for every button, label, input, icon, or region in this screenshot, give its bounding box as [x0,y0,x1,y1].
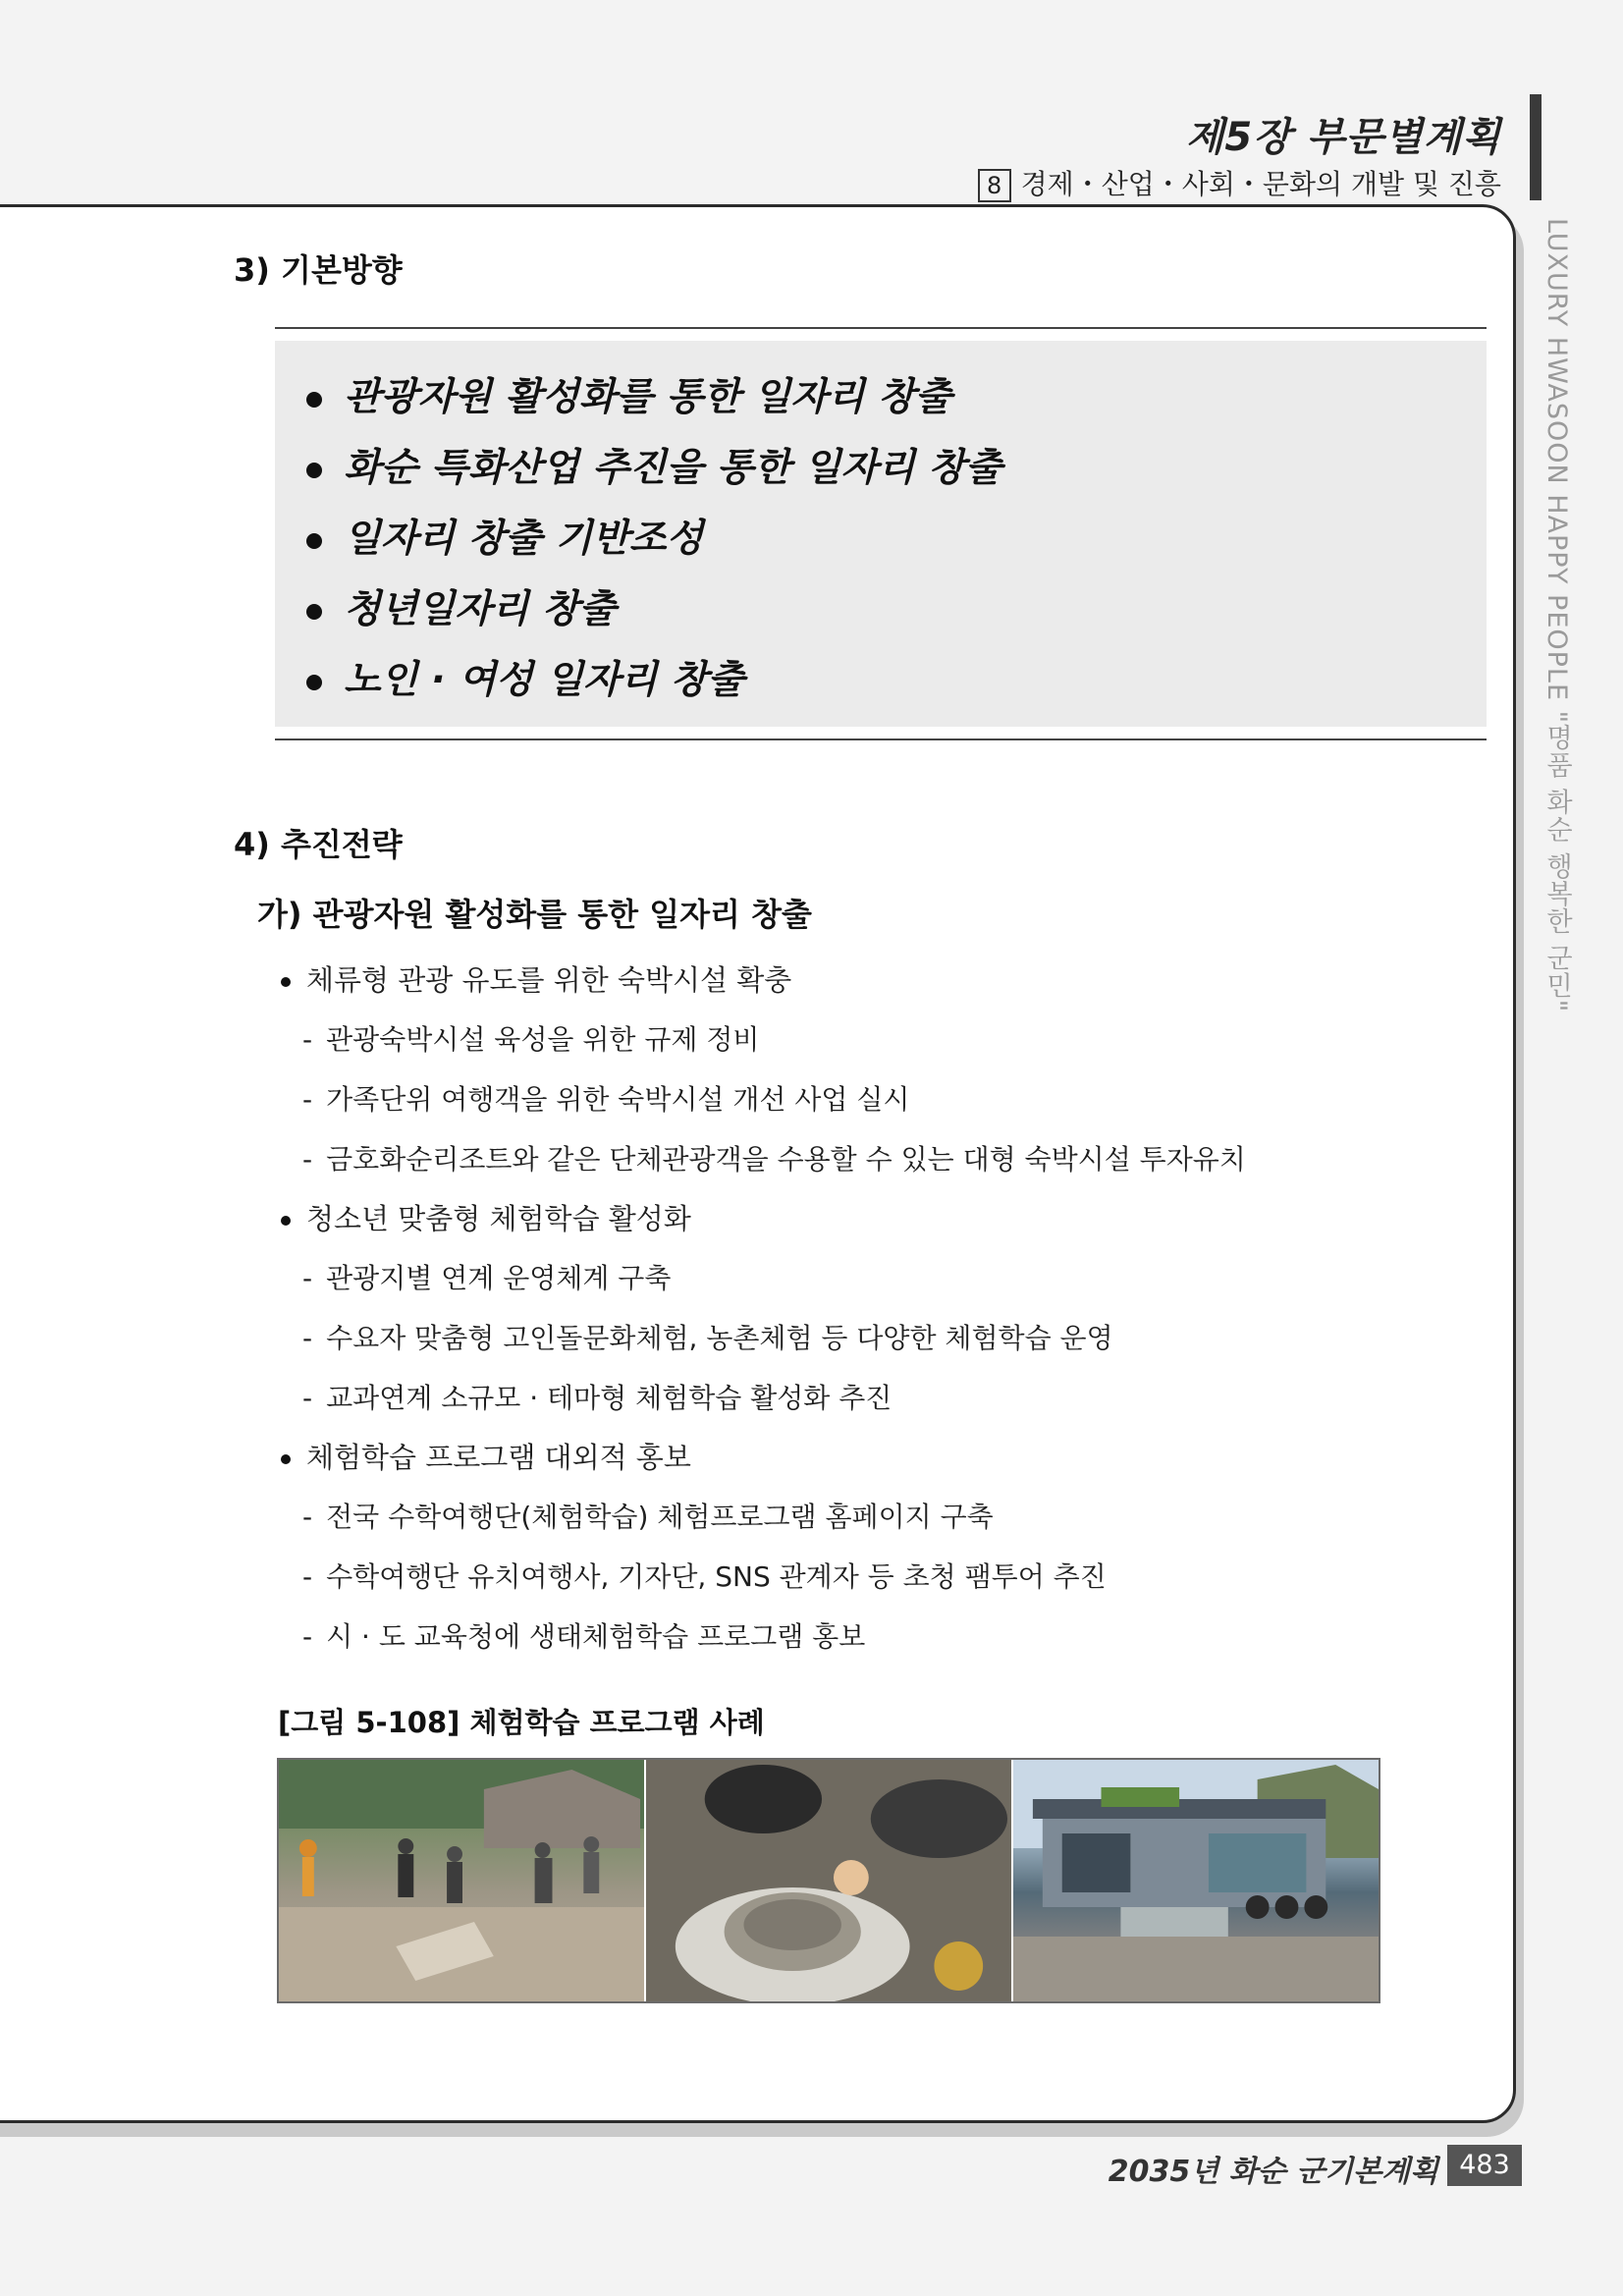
experience-center-building-photo [1013,1760,1379,2001]
strategy-sub-item: - 교과연계 소규모 · 테마형 체험학습 활성화 추진 [302,1382,893,1414]
chapter-title: 제5장 부문별계획 [1185,115,1501,160]
strategy-sub-item: - 수요자 맞춤형 고인돌문화체험, 농촌체험 등 다양한 체험학습 운영 [302,1322,1113,1354]
strategy-sub-item: - 관광숙박시설 육성을 위한 규제 정비 [302,1023,760,1056]
strategy-heading: 4) 추진전략 [234,826,403,863]
basic-direction-heading: 3) 기본방향 [234,251,403,289]
bullet-icon [281,977,291,987]
millstone-illustration [646,1760,1011,2001]
section-title-line [978,163,1501,202]
bullet-icon [281,1216,291,1226]
strategy-subheading: 가) 관광자원 활성화를 통한 일자리 창출 [257,896,812,933]
strategy-sub-item: - 수학여행단 유치여행사, 기자단, SNS 관계자 등 초청 팸투어 추진 [302,1560,1107,1593]
building-illustration [1013,1760,1379,2001]
bullet-icon [281,1454,291,1464]
strategy-sub-item: - 전국 수학여행단(체험학습) 체험프로그램 홈페이지 구축 [302,1501,994,1533]
bullet-icon [306,533,322,549]
strategy-group-title: 체험학습 프로그램 대외적 홍보 [273,1428,1451,1487]
side-slogan: LUXURY HWASOON HAPPY PEOPLE "명품 화순 행복한 군민" [1542,218,1572,1013]
strategy-content [273,951,1451,1667]
basic-direction-list [275,341,1487,716]
strategy-group-title: 체류형 관광 유도를 위한 숙박시설 확충 [273,951,1451,1010]
bullet-icon [306,463,322,478]
strategy-sub-item: - 가족단위 여행객을 위한 숙박시설 개선 사업 실시 [302,1083,910,1116]
figure-caption: [그림 5-108] 체험학습 프로그램 사례 [278,1706,765,1739]
strategy-sub-item: - 금호화순리조트와 같은 단체관광객을 수용할 수 있는 대형 숙박시설 투자유치 [302,1143,1246,1175]
basic-direction-item: 일자리 창출 기반조성 [306,504,1487,574]
outdoor-activity-illustration [279,1760,644,2001]
box-top-rule [275,327,1487,329]
header-accent-bar [1530,94,1542,200]
outdoor-activity-photo [279,1760,646,2001]
bullet-icon [306,604,322,620]
basic-direction-item: 청년일자리 창출 [306,574,1487,645]
strategy-sub-item: - 시 · 도 교육청에 생태체험학습 프로그램 홍보 [302,1620,866,1653]
section-number-badge: 8 [978,169,1011,202]
strategy-sub-item: - 관광지별 연계 운영체계 구축 [302,1262,672,1294]
basic-direction-item: 화순 특화산업 추진을 통한 일자리 창출 [306,433,1487,504]
millstone-grinding-photo [646,1760,1013,2001]
section-title: 경제・산업・사회・문화의 개발 및 진흥 [1020,168,1501,200]
figure-photo-strip [277,1758,1380,2003]
basic-direction-box [275,341,1487,727]
strategy-group-title: 청소년 맞춤형 체험학습 활성화 [273,1189,1451,1248]
box-bottom-rule [275,738,1487,740]
bullet-icon [306,675,322,690]
basic-direction-item: 노인 · 여성 일자리 창출 [306,645,1487,716]
footer-document-title: 2035년 화순 군기본계획 [1108,2155,1438,2189]
page-number: 483 [1447,2145,1522,2186]
basic-direction-item: 관광자원 활성화를 통한 일자리 창출 [306,362,1487,433]
bullet-icon [306,392,322,408]
